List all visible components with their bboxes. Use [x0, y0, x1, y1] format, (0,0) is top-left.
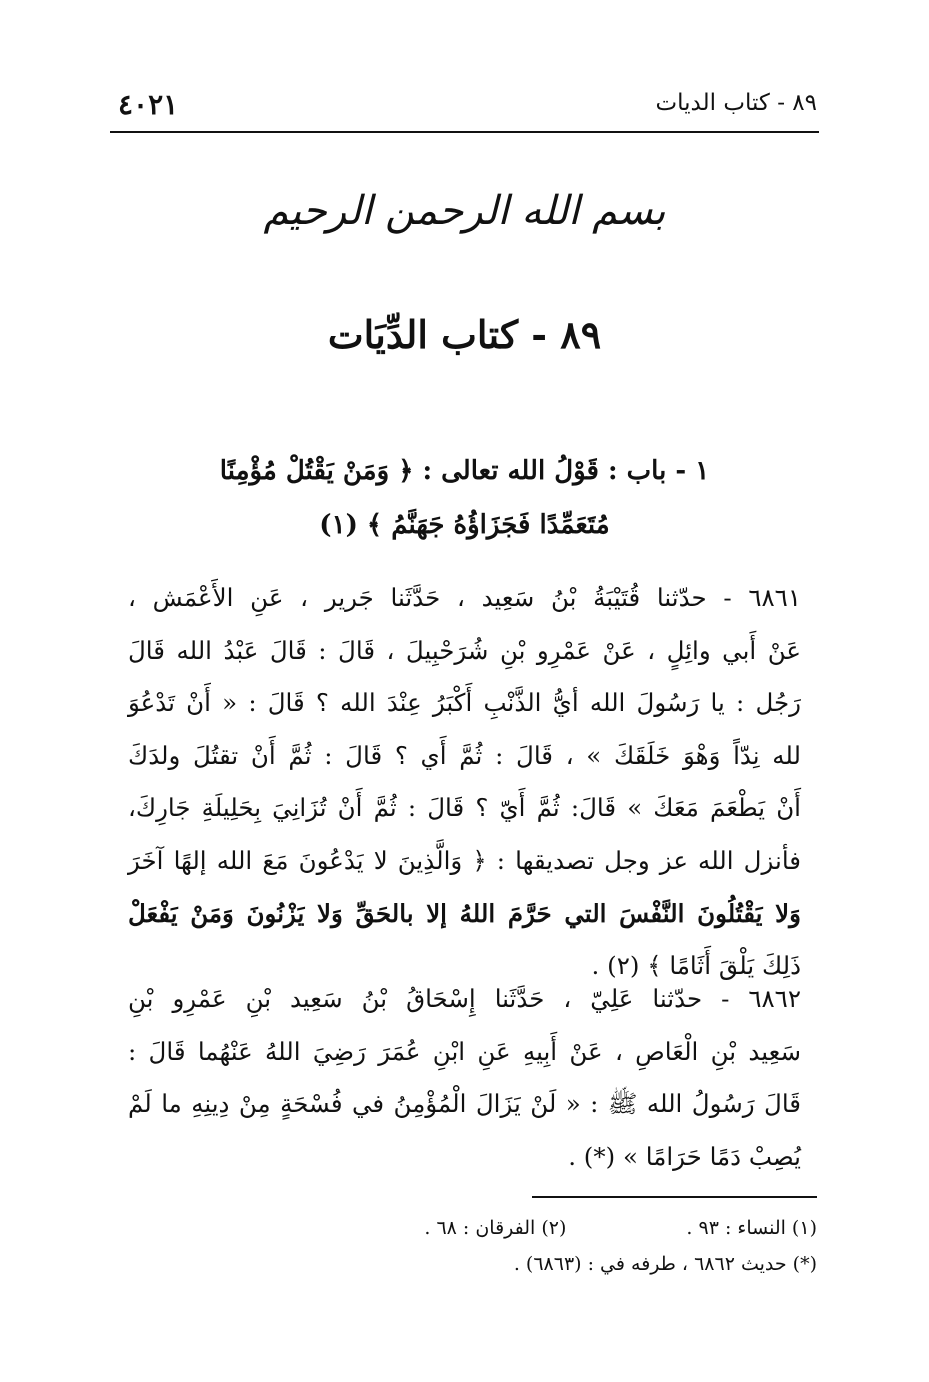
hadith-6861	[128, 572, 801, 993]
text-line: فأنزل الله عز وجل تصديقها : ﴿ وَالَّذِينَ لا يَدْعُونَ مَعَ الله إلهًا آخَرَ	[128, 845, 801, 875]
text-line: يُصِبْ دَمًا حَرَامًا » (*) .	[568, 1141, 801, 1171]
chapter-heading	[170, 444, 759, 552]
hadith-6862	[128, 973, 801, 1183]
page-number: ٤٠٢١	[118, 88, 179, 121]
text-line: ذَلِكَ يَلْقَ أَثَامًا ﴾ (٢) .	[591, 951, 801, 981]
text-line: ٦٨٦٢ - حدّثنا عَلِيّ ، حَدَّثَنا إِسْحَاقُ بْنُ سَعِيد بْنِ عَمْرِو بْنِ	[128, 984, 801, 1013]
footnote-row	[128, 1210, 817, 1246]
running-head	[100, 88, 817, 124]
chapter-heading-line: مُتَعَمِّدًا فَجَزَاؤُهُ جَهَنَّمُ ﴾ (١)	[319, 510, 610, 540]
footnote-3: (*) حديث ٦٨٦٢ ، طرفه في : (٦٨٦٣) .	[513, 1253, 817, 1275]
text-line: رَجُل : يا رَسُولَ الله أيُّ الذَّنْبِ أَكْبَرُ عِنْدَ الله ؟ قَالَ : « أَنْ تَدْعُوَ	[128, 688, 801, 718]
footnotes	[128, 1210, 817, 1282]
footnote-1: (١) النساء : ٩٣ .	[686, 1217, 817, 1239]
book-title: ٨٩ - كتاب الدِّيَات	[327, 312, 602, 357]
basmala: بسم الله الرحمن الرحيم	[263, 188, 666, 234]
footnote-rule	[532, 1196, 817, 1198]
text-line: عَنْ أَبي وائِلٍ ، عَنْ عَمْرِو بْنِ شُرَحْبِيلَ ، قَالَ : قَالَ عَبْدُ الله قَالَ	[128, 635, 801, 665]
header-rule	[110, 131, 819, 133]
text-line: أَنْ يَطْعَمَ مَعَكَ » قَالَ: ثُمَّ أَيّ ؟ قَالَ : ثُمَّ أَنْ تُزَانِيَ بِحَلِيلَةِ جَارِكَ،	[128, 793, 801, 823]
text-line: ٦٨٦١ - حدّثنا قُتَيْبَةُ بْنُ سَعِيد ، حَدَّثَنا جَرير ، عَنِ الأَعْمَش ،	[128, 583, 801, 612]
quran-verse-line: وَلا يَقْتُلُونَ النَّفْسَ التي حَرَّمَ اللهُ إلا بالحَقِّ وَلا يَزْنُونَ وَمَنْ يَفْعَلْ	[128, 898, 801, 928]
chapter-heading-line: ١ - باب : قَوْلُ الله تعالى : ﴿ وَمَنْ يَقْتُلْ مُؤْمِنًا	[219, 456, 710, 486]
running-title: ٨٩ - كتاب الديات	[655, 90, 817, 116]
footnote-2: (٢) الفرقان : ٦٨ .	[424, 1217, 567, 1239]
text-line: قَالَ رَسُولُ الله ﷺ : « لَنْ يَزَالَ الْمُؤْمِنُ في فُسْحَةٍ مِنْ دِينِهِ ما لَمْ	[128, 1089, 801, 1119]
text-line: سَعِيد بْنِ الْعَاصِ ، عَنْ أَبِيهِ عَنِ ابْنِ عُمَرَ رَضِيَ اللهُ عَنْهُما قَالَ :	[128, 1036, 801, 1066]
text-line: لله نِدّاً وَهْوَ خَلَقَكَ » ، قَالَ : ثُمَّ أَي ؟ قَالَ : ثُمَّ أَنْ تقتُلَ ولدَكَ	[128, 740, 801, 770]
